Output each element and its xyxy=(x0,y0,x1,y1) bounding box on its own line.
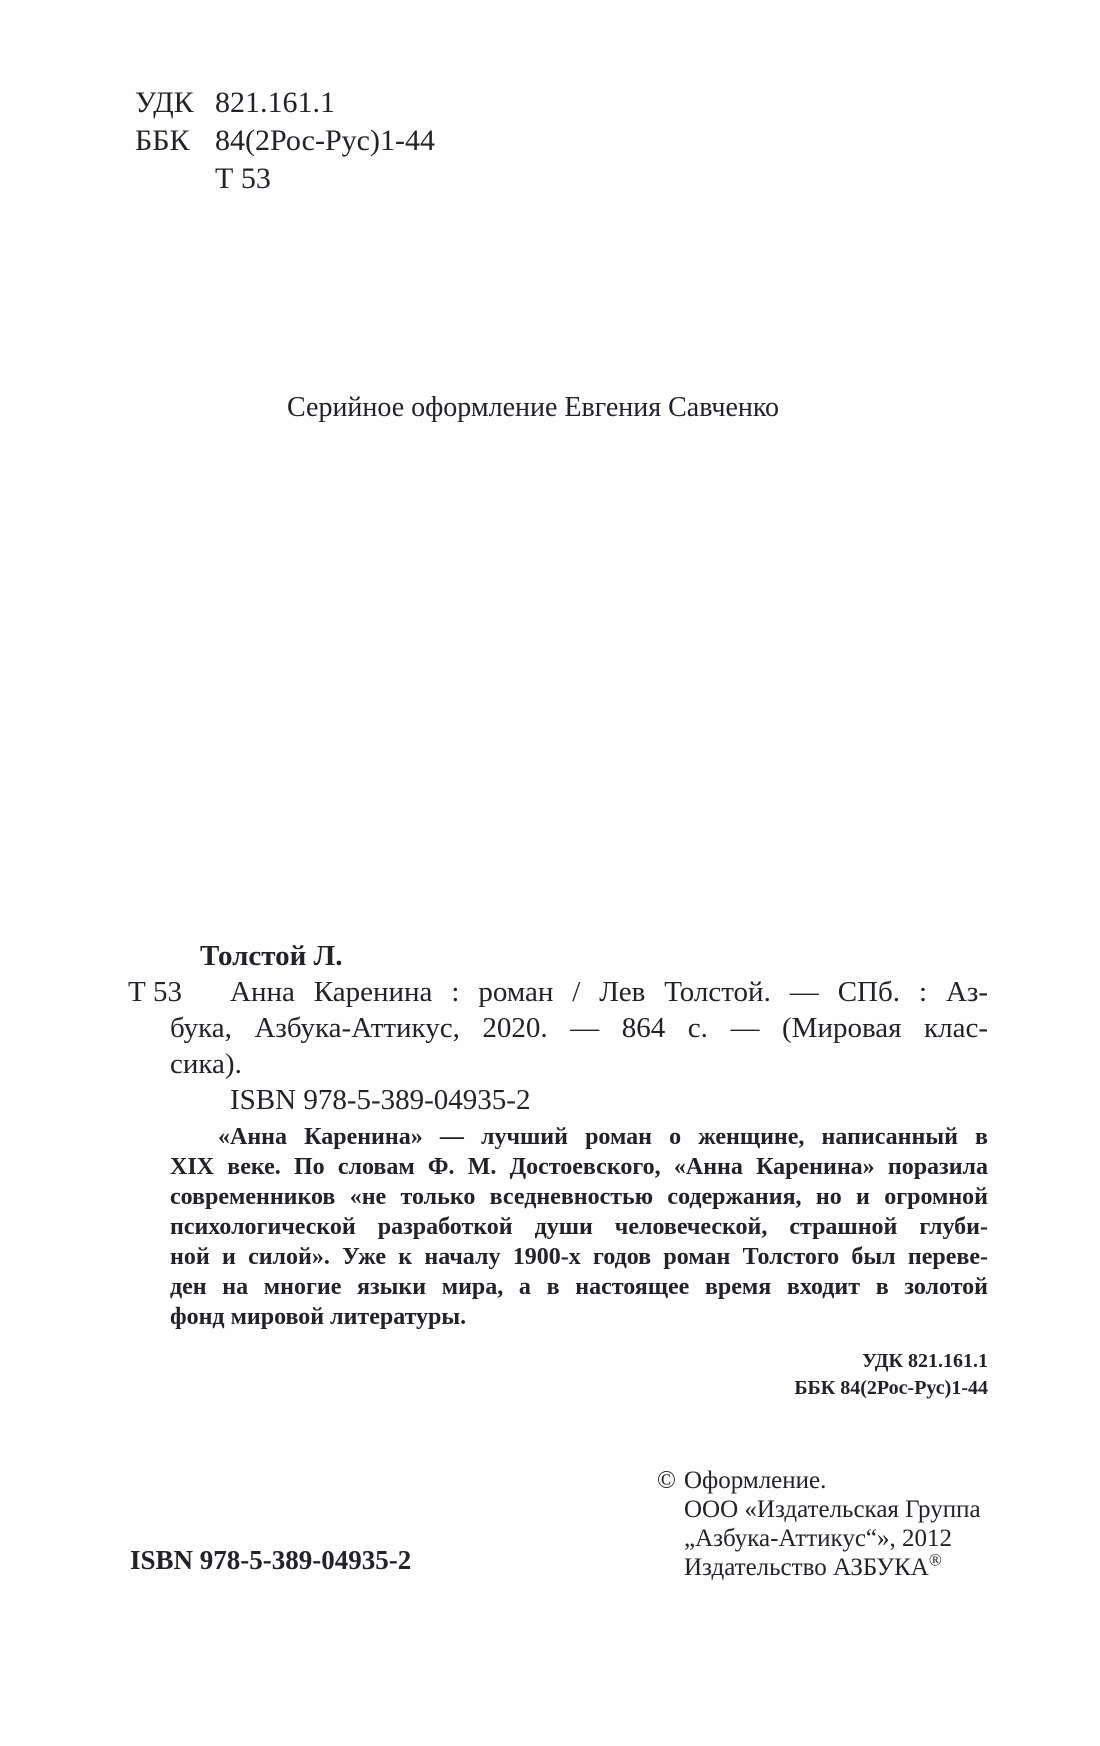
annotation-line: ден на многие языки мира, а в настоящее время входит в золотой xyxy=(170,1274,988,1300)
bbk-label: ББК xyxy=(135,124,190,157)
bibliographic-line: бука, Азбука-Аттикус, 2020. — 864 с. — (Мировая клас- xyxy=(170,1012,988,1044)
classification-block xyxy=(135,84,435,198)
bbk-value: 84(2Рос-Рус)1-44 xyxy=(215,124,435,157)
bbk-row xyxy=(135,122,435,160)
annotation-line: «Анна Каренина» — лучший роман о женщине, написанный в xyxy=(218,1124,988,1150)
classification-small-block xyxy=(170,1348,988,1402)
isbn-bottom: ISBN 978-5-389-04935-2 xyxy=(130,1545,412,1575)
annotation-paragraph xyxy=(170,1122,988,1332)
copyright-line xyxy=(657,1466,981,1495)
bibliographic-line: сика). xyxy=(170,1048,242,1080)
annotation-line: психологической разработкой души человеческой, страшной глуби- xyxy=(170,1214,988,1240)
annotation-line: ной и силой». Уже к началу 1900-х годов роман Толстого был переве- xyxy=(170,1244,988,1270)
bbk-small: ББК 84(2Рос-Рус)1-44 xyxy=(794,1377,988,1399)
catalog-author: Толстой Л. xyxy=(200,940,343,972)
annotation-line: XIX веке. По словам Ф. М. Достоевского, «Анна Каренина» поразила xyxy=(170,1154,988,1180)
copyright-symbol: © xyxy=(657,1467,676,1494)
catalog-author-sign: Т 53 xyxy=(128,976,182,1008)
copyright-line: „Азбука-Аттикус“», 2012 xyxy=(684,1525,953,1552)
annotation-line: современников «не только вседневностью содержания, но и огромной xyxy=(170,1184,988,1210)
copyright-block xyxy=(657,1466,981,1582)
copyright-line: ООО «Издательская Группа xyxy=(684,1496,981,1523)
udk-small: УДК 821.161.1 xyxy=(862,1350,988,1372)
author-sign-top: Т 53 xyxy=(215,162,271,195)
catalog-card xyxy=(170,938,988,1402)
copyright-text: Оформление. xyxy=(684,1467,827,1494)
udk-label: УДК xyxy=(135,86,194,119)
catalog-isbn: ISBN 978-5-389-04935-2 xyxy=(230,1084,531,1116)
publisher-name: Издательство АЗБУКА xyxy=(684,1554,929,1581)
copyright-line xyxy=(657,1550,981,1582)
author-sign-row xyxy=(135,160,435,198)
udk-value: 821.161.1 xyxy=(215,86,335,119)
registered-trademark-mark: ® xyxy=(928,1550,942,1570)
bibliographic-line: Анна Каренина : роман / Лев Толстой. — СПб. : Аз- xyxy=(230,976,988,1008)
udk-row xyxy=(135,84,435,122)
annotation-line: фонд мировой литературы. xyxy=(170,1304,467,1330)
series-design-note: Серийное оформление Евгения Савченко xyxy=(287,392,780,423)
